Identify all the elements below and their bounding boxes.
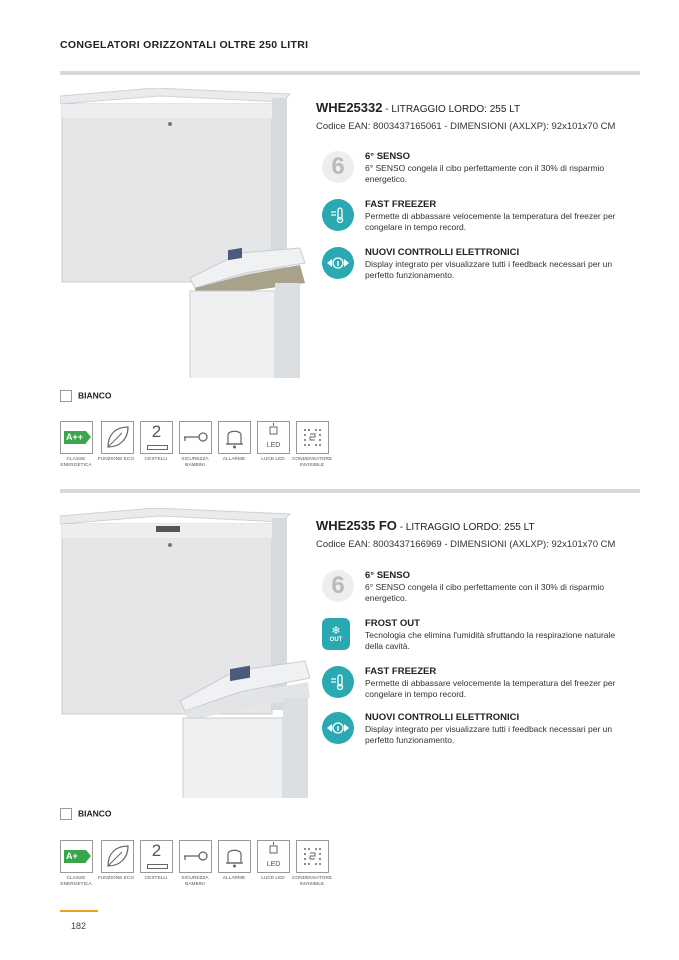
model-name: WHE2535 FO [316,518,397,533]
spec-label: CESTELLI [144,457,168,462]
led-light-icon [257,421,290,454]
feature-title: NUOVI CONTROLLI ELETTRONICI [365,247,520,258]
spec-label: CLASSE ENERGETICA [60,457,92,468]
capacity: - LITRAGGIO LORDO: 255 LT [385,104,521,115]
spec-label: ALLARME [222,457,246,462]
product-title-2 [316,518,535,533]
feature-desc: Display integrato per visualizzare tutti i feedback necessari per un perfetto funzionamento. [365,259,613,280]
feature-desc: Tecnologia che elimina l'umidità sfruttando la respirazione naturale della cavità. [365,630,616,651]
color-option [60,390,112,402]
energy-class-badge: A+ [64,850,86,863]
spec-label: CONDENSATORE INVISIBILE [291,876,333,887]
section-divider [60,71,640,75]
feature-title: FROST OUT [365,618,420,629]
page-number: 182 [71,921,87,931]
feature-desc: Permette di abbassare velocemente la temperatura del freezer per congelare in tempo record. [365,211,616,232]
baskets-count: 2 [151,422,162,441]
sixth-sense-icon: 6 [322,151,354,183]
eco-leaf-icon [101,840,134,873]
color-label: BIANCO [78,808,112,819]
section-divider [60,489,640,493]
spec-label: CESTELLI [144,876,168,881]
product-title-1 [316,100,520,115]
sixth-sense-icon: 6 [322,570,354,602]
feature-desc: Permette di abbassare velocemente la temperatura del freezer per congelare in tempo record. [365,678,616,699]
frost-out-text: OUT [329,637,343,643]
spec-label: SICUREZZA BAMBINI [181,876,209,887]
frost-out-icon: ❄ OUT [322,618,350,650]
child-lock-icon [179,421,212,454]
led-text: LED [266,442,281,449]
page-number-accent [60,910,98,912]
energy-class-icon [60,840,93,873]
hidden-condenser-icon [296,421,329,454]
ean-line: Codice EAN: 8003437165061 - DIMENSIONI (AXLXP): 92x101x70 CM [316,121,616,132]
spec-label: FUNZIONE ECO [97,457,135,462]
electronic-controls-icon [322,712,354,744]
color-label: BIANCO [78,390,112,401]
spec-label: LUCE LED [261,457,285,462]
spec-label: CLASSE ENERGETICA [60,876,92,887]
hidden-condenser-icon [296,840,329,873]
color-option [60,808,112,820]
electronic-controls-icon [322,247,354,279]
child-lock-icon [179,840,212,873]
energy-class-icon [60,421,93,454]
eco-leaf-icon [101,421,134,454]
feature-desc: 6° SENSO congela il cibo perfettamente con il 30% di risparmio energetico. [365,163,605,184]
page-header: CONGELATORI ORIZZONTALI OLTRE 250 LITRI [60,39,309,51]
product-image-1 [60,88,310,378]
feature-title: 6° SENSO [365,570,410,581]
feature-title: FAST FREEZER [365,199,437,210]
ean-line: Codice EAN: 8003437166969 - DIMENSIONI (AXLXP): 92x101x70 CM [316,539,616,550]
led-light-icon [257,840,290,873]
product-image-2 [60,508,310,798]
color-swatch [60,808,72,820]
spec-label: FUNZIONE ECO [97,876,135,881]
spec-label: LUCE LED [261,876,285,881]
capacity: - LITRAGGIO LORDO: 255 LT [399,522,535,533]
baskets-icon [140,421,173,454]
energy-class-badge: A++ [64,431,86,444]
alarm-bell-icon [218,421,251,454]
led-text: LED [266,861,281,868]
feature-title: FAST FREEZER [365,666,437,677]
spec-label: SICUREZZA BAMBINI [181,457,209,468]
spec-label: CONDENSATORE INVISIBILE [291,457,333,468]
spec-label: ALLARME [222,876,246,881]
fast-freezer-icon [322,666,354,698]
baskets-count: 2 [151,841,162,860]
color-swatch [60,390,72,402]
feature-title: NUOVI CONTROLLI ELETTRONICI [365,712,520,723]
feature-desc: 6° SENSO congela il cibo perfettamente con il 30% di risparmio energetico. [365,582,605,603]
alarm-bell-icon [218,840,251,873]
baskets-icon [140,840,173,873]
fast-freezer-icon [322,199,354,231]
feature-desc: Display integrato per visualizzare tutti i feedback necessari per un perfetto funzionamento. [365,724,613,745]
feature-title: 6° SENSO [365,151,410,162]
model-name: WHE25332 [316,100,383,115]
